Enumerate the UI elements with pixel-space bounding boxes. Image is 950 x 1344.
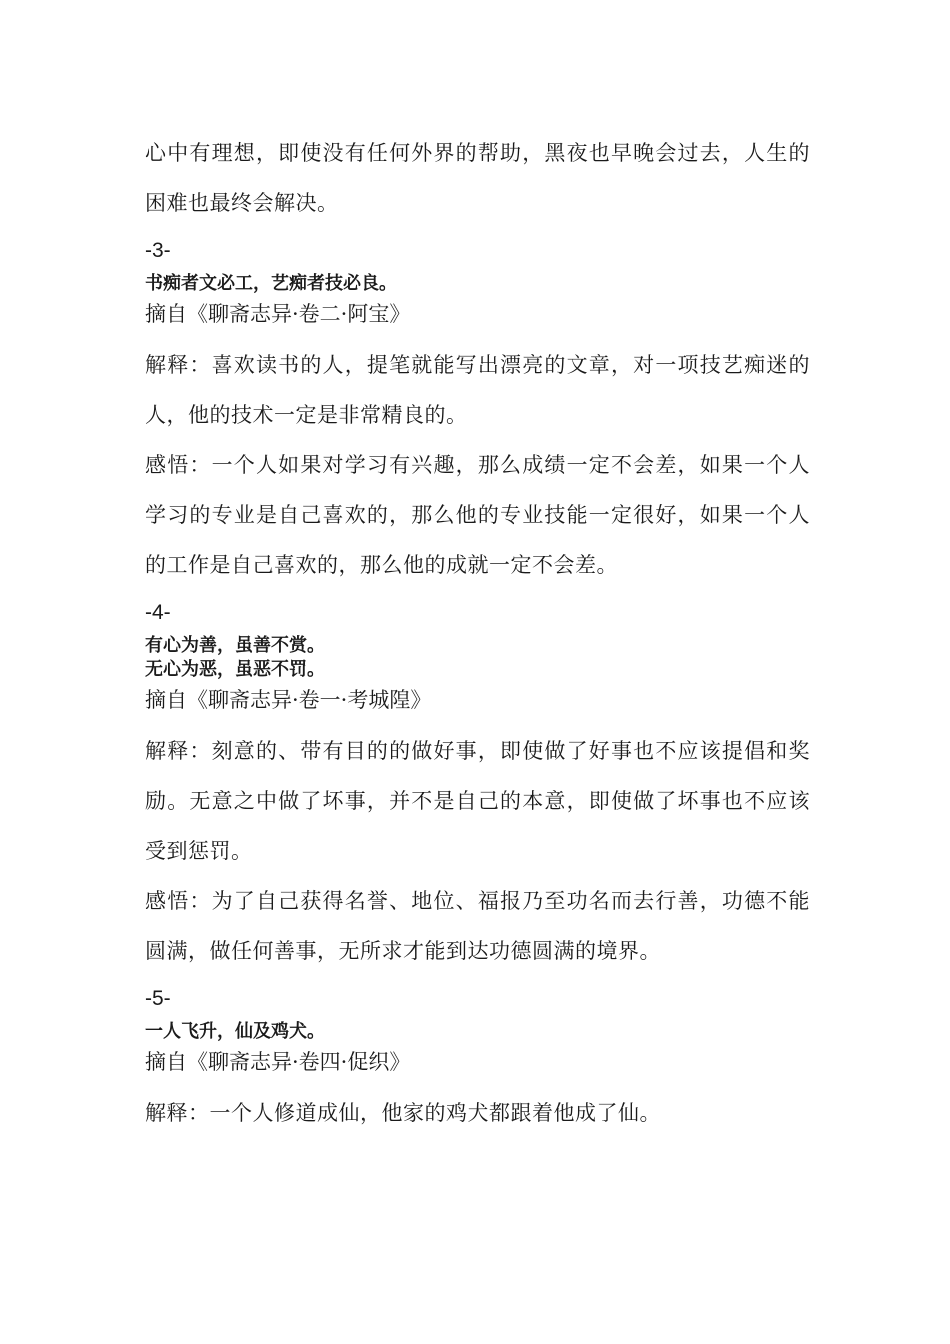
source-citation: 摘自《聊斋志异·卷二·阿宝》 (145, 302, 411, 326)
quote-line: 书痴者文必工，艺痴者技必良。 (145, 273, 397, 294)
section-number: -5- (145, 987, 171, 1010)
section-5 (145, 984, 810, 1138)
section-3 (145, 236, 810, 590)
insight-paragraph: 感悟：一个人如果对学习有兴趣，那么成绩一定不会差，如果一个人学习的专业是自己喜欢的，那么他的专业技能一定很好，如果一个人的工作是自己喜欢的，那么他的成就一定不会差。 (145, 453, 810, 577)
explanation-paragraph: 解释：刻意的、带有目的的做好事，即使做了好事也不应该提倡和奖励。无意之中做了坏事，并不是自己的本意，即使做了坏事也不应该受到惩罚。 (145, 739, 810, 863)
source-citation: 摘自《聊斋志异·卷四·促织》 (145, 1050, 411, 1074)
intro-paragraph: 心中有理想，即使没有任何外界的帮助，黑夜也早晚会过去，人生的困难也最终会解决。 (145, 141, 810, 215)
source-citation: 摘自《聊斋志异·卷一·考城隍》 (145, 688, 432, 712)
explanation-paragraph: 解释：喜欢读书的人，提笔就能写出漂亮的文章，对一项技艺痴迷的人，他的技术一定是非常精良的。 (145, 353, 810, 427)
section-number: -4- (145, 601, 171, 624)
explanation-paragraph: 解释：一个人修道成仙，他家的鸡犬都跟着他成了仙。 (145, 1101, 661, 1125)
quote-line: 无心为恶，虽恶不罚。 (145, 659, 325, 680)
document-page (145, 128, 810, 1138)
quote-line: 有心为善，虽善不赏。 (145, 635, 325, 656)
section-number: -3- (145, 239, 171, 262)
section-4 (145, 598, 810, 976)
quote-line: 一人飞升，仙及鸡犬。 (145, 1021, 325, 1042)
insight-paragraph: 感悟：为了自己获得名誉、地位、福报乃至功名而去行善，功德不能圆满，做任何善事，无所求才能到达功德圆满的境界。 (145, 889, 810, 963)
